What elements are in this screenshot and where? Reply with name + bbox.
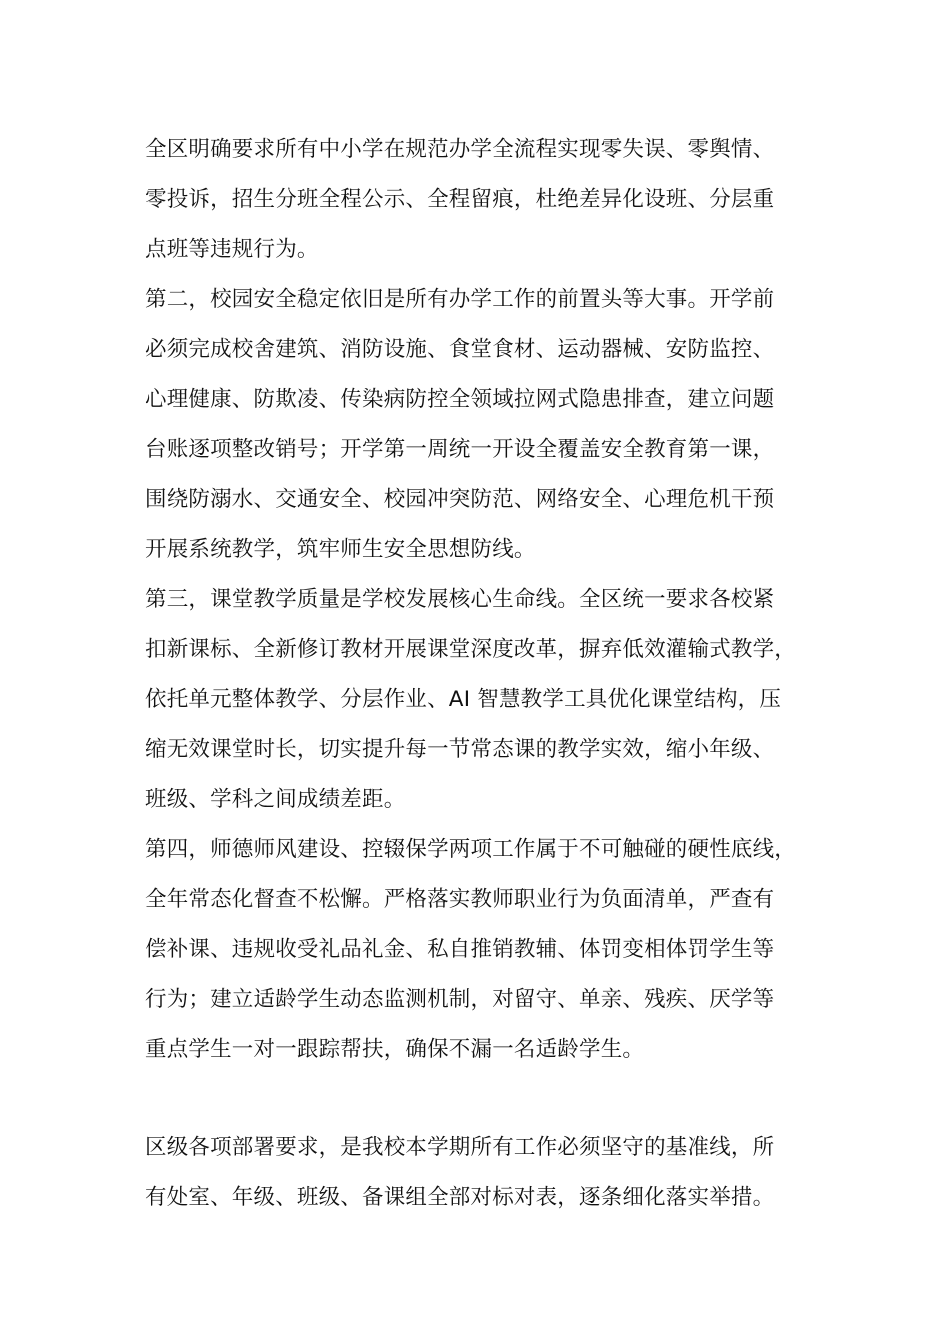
text-line: 台账逐项整改销号；开学第一周统一开设全覆盖安全教育第一课， [145, 437, 775, 462]
text-line: 开展系统教学，筑牢师生安全思想防线。 [145, 537, 536, 562]
text-line: 依托单元整体教学、分层作业、AI 智慧教学工具优化课堂结构，压 [145, 687, 782, 712]
text-line: 第四，师德师风建设、控辍保学两项工作属于不可触碰的硬性底线， [145, 837, 797, 862]
text-line: 重点学生一对一跟踪帮扶，确保不漏一名适龄学生。 [145, 1037, 645, 1062]
text-line: 心理健康、防欺凌、传染病防控全领域拉网式隐患排查，建立问题 [145, 387, 775, 412]
text-line: 偿补课、违规收受礼品礼金、私自推销教辅、体罚变相体罚学生等 [145, 937, 775, 962]
text-line: 班级、学科之间成绩差距。 [145, 787, 406, 812]
text-line: 缩无效课堂时长，切实提升每一节常态课的教学实效，缩小年级、 [145, 737, 775, 762]
text-line: 全区明确要求所有中小学在规范办学全流程实现零失误、零舆情、 [145, 137, 775, 162]
text-line: 行为；建立适龄学生动态监测机制，对留守、单亲、残疾、厌学等 [145, 987, 775, 1012]
text-line: 扣新课标、全新修订教材开展课堂深度改革，摒弃低效灌输式教学， [145, 637, 797, 662]
text-line: 点班等违规行为。 [145, 237, 319, 262]
text-line: 有处室、年级、班级、备课组全部对标对表，逐条细化落实举措。 [145, 1185, 775, 1210]
text-line: 第三，课堂教学质量是学校发展核心生命线。全区统一要求各校紧 [145, 587, 775, 612]
text-line: 零投诉，招生分班全程公示、全程留痕，杜绝差异化设班、分层重 [145, 187, 775, 212]
text-line: 区级各项部署要求，是我校本学期所有工作必须坚守的基准线，所 [145, 1135, 775, 1160]
text-line: 全年常态化督查不松懈。严格落实教师职业行为负面清单，严查有 [145, 887, 775, 912]
text-line: 围绕防溺水、交通安全、校园冲突防范、网络安全、心理危机干预 [145, 487, 775, 512]
text-line: 第二，校园安全稳定依旧是所有办学工作的前置头等大事。开学前 [145, 287, 775, 312]
text-line: 必须完成校舍建筑、消防设施、食堂食材、运动器械、安防监控、 [145, 337, 775, 362]
